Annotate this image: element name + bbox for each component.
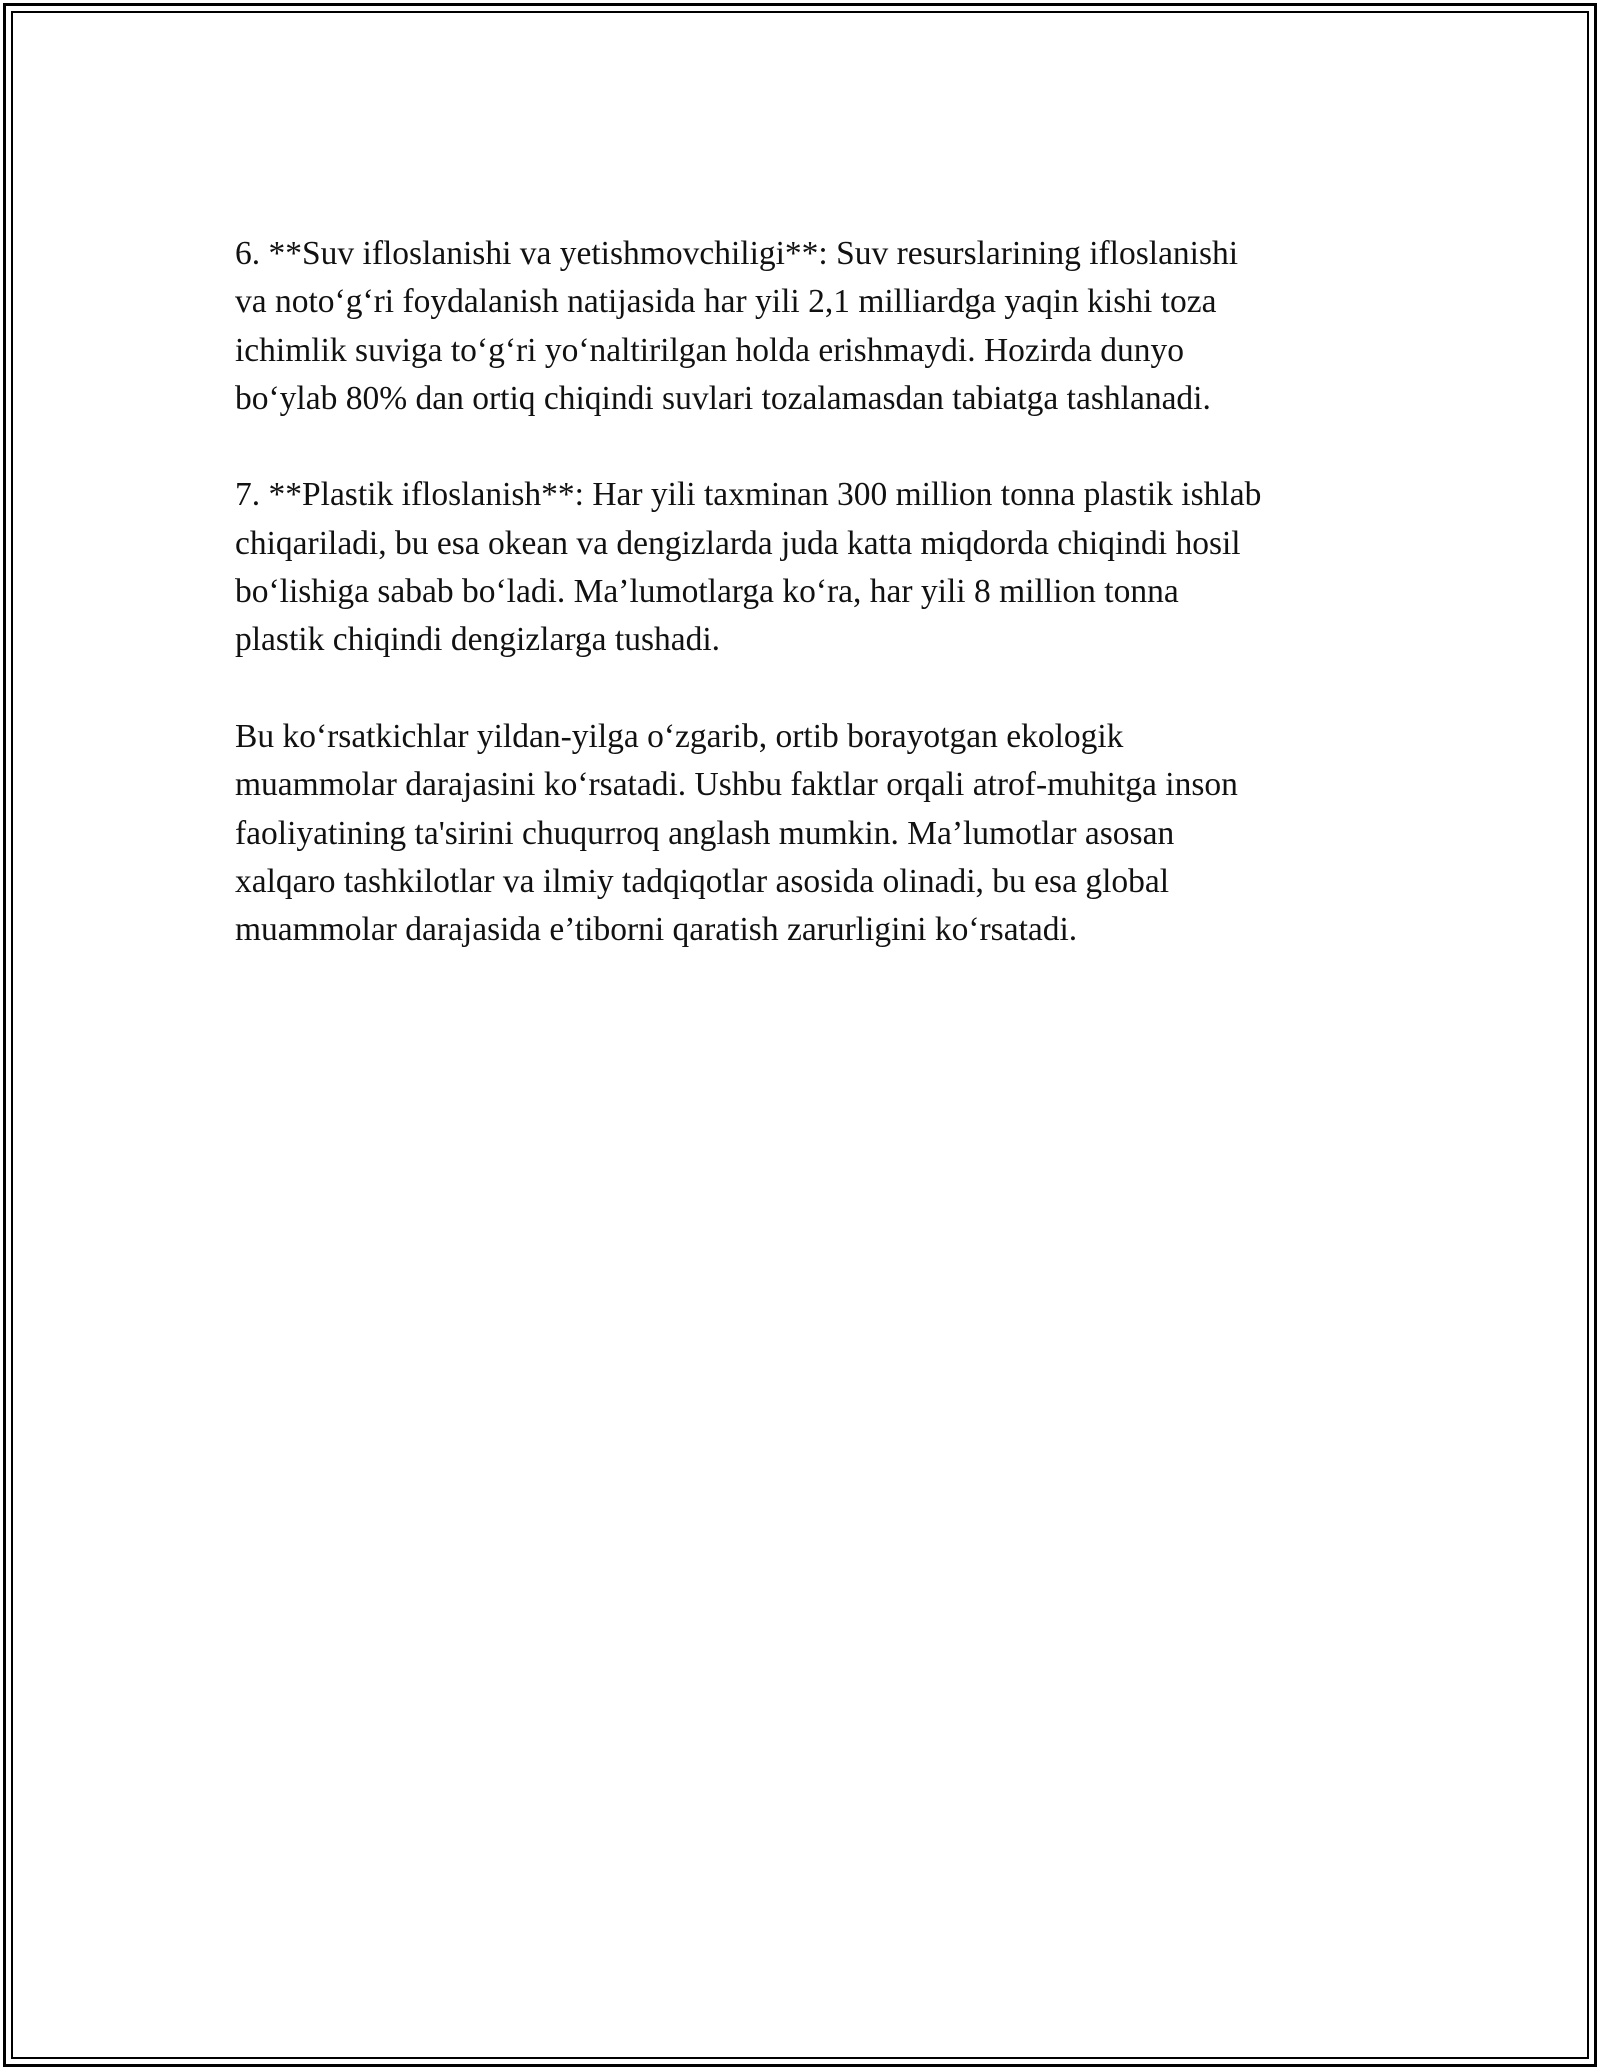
document-body [235,230,1365,1003]
text-line: ichimlik suviga to‘g‘ri yo‘naltirilgan holda erishmaydi. Hozirda dunyo [235,331,1184,369]
text-line: bo‘ylab 80% dan ortiq chiqindi suvlari tozalamasdan tabiatga tashlanadi. [235,379,1211,417]
text-line: va noto‘g‘ri foydalanish natijasida har yili 2,1 milliardga yaqin kishi toza [235,283,1217,321]
text-line: plastik chiqindi dengizlarga tushadi. [235,621,721,659]
text-line: chiqariladi, bu esa okean va dengizlarda juda katta miqdorda chiqindi hosil [235,524,1241,562]
text-line: muammolar darajasida e’tiborni qaratish zarurligini ko‘rsatadi. [235,911,1078,949]
text-line: 7. **Plastik ifloslanish**: Har yili taxminan 300 million tonna plastik ishlab [235,476,1262,514]
paragraph-water-pollution [235,230,1365,423]
text-line: faoliyatining ta'sirini chuqurroq anglash mumkin. Ma’lumotlar asosan [235,814,1175,852]
text-line: bo‘lishiga sabab bo‘ladi. Ma’lumotlarga ko‘ra, har yili 8 million tonna [235,573,1179,611]
text-line: 6. **Suv ifloslanishi va yetishmovchiligi**: Suv resurslarining ifloslanishi [235,235,1239,272]
text-line: muammolar darajasini ko‘rsatadi. Ushbu faktlar orqali atrof-muhitga inson [235,766,1238,804]
paragraph-conclusion [235,713,1365,954]
paragraph-plastic-pollution [235,471,1365,664]
text-line: xalqaro tashkilotlar va ilmiy tadqiqotlar asosida olinadi, bu esa global [235,862,1170,900]
text-line: Bu ko‘rsatkichlar yildan-yilga o‘zgarib, ortib borayotgan ekologik [235,717,1124,755]
